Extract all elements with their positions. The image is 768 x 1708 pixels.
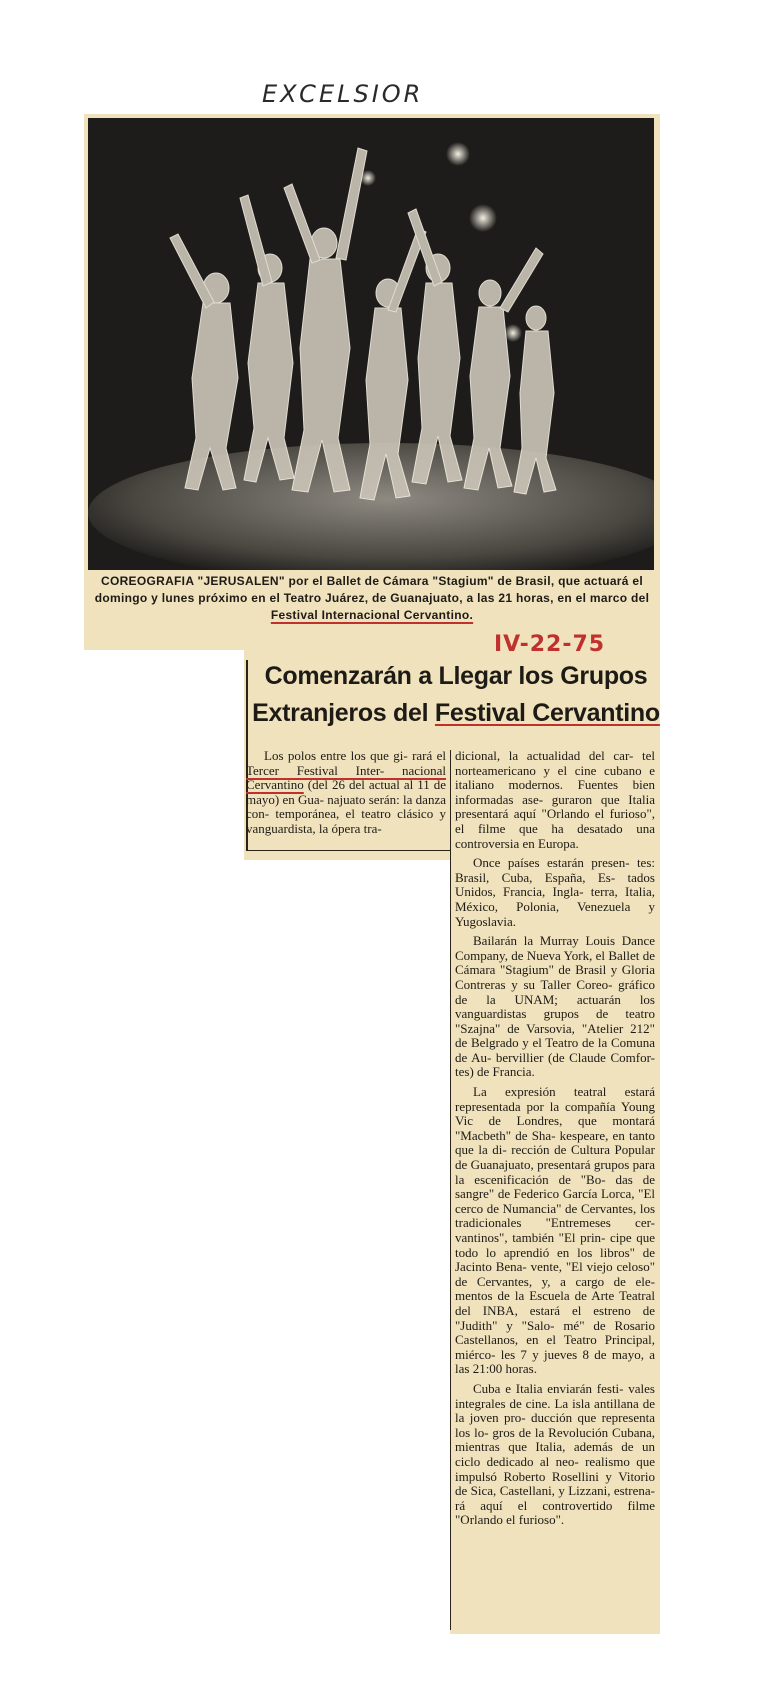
- headline-festival-name: Festival Cervantino: [434, 699, 660, 727]
- right-paragraph-4: La expresión teatral estará representada por la compañía Young Vic de Londres, que montará "Macbeth" de Sha- kespeare, en tanto que la di- rección de Cultura Popular de Guanajuato, presentará grupos para la escenificación de "Bo- das de sangre" de Federico García Lorca, "El cerco de Numancia" de Cervantes, los tradicionales "Entremeses cer- vantinos", también "El prin- cipe que todo lo aprendió en los libros" de Jacinto Bena- vente, "El viejo celoso" de Cervantes, y, a cargo de ele- mentos de la Escuela de Arte Teatral del INBA, estará el estreno de "Judith" y "Salo- mé" de Rosario Castellanos, en el Teatro Principal, miérco- les 7 y jueves 8 de mayo, a las 21:00 horas.: [455, 1084, 655, 1377]
- right-paragraph-2: Once países estarán presen- tes: Brasil, Cuba, España, Es- tados Unidos, Francia, Ingla- terra, Italia, México, Polonia, Venezuela y Yugoslavia.: [455, 855, 655, 929]
- photo-caption: [84, 573, 660, 624]
- headline-line-1: Comenzarán a Llegar los Grupos: [264, 662, 648, 690]
- caption-festival-name: Festival Internacional Cervantino.: [270, 608, 474, 622]
- festival-name-underlined: Tercer Festival Inter- nacional Cervantino: [246, 762, 446, 793]
- date-note: IV-22-75: [494, 632, 606, 657]
- right-paragraph-1: dicional, la actualidad del car- tel norteamericano y el cine cubano e italiano modernos. Fuentes bien informadas ase- guraron que Italia presentará aquí "Orlando el furioso", el filme que ha desatado una controversia en Europa.: [455, 748, 655, 851]
- right-paragraph-3: Bailarán la Murray Louis Dance Company, de Nueva York, el Ballet de Cámara "Stagium" de Brasil y Gloria Contreras y su Taller Coreo- gráfico de la UNAM; actuarán los vanguardistas grupos de teatro "Szajna" de Varsovia, "Atelier 212" de Belgrado y el Teatro de la Comuna de Au- bervillier (de Claude Comfor- tes) de Francia.: [455, 933, 655, 1080]
- left-paragraph-1-start: Los polos entre los que gi- rará el: [264, 748, 446, 763]
- headline-line-2: Extranjeros del: [252, 699, 435, 727]
- caption-text: COREOGRAFIA "JERUSALEN" por el Ballet de Cámara "Stagium" de Brasil, que actuará el domingo y lunes próximo en el Teatro Juárez, de Guanajuato, a las 21 horas, en el marco del: [94, 574, 650, 605]
- left-paragraph-1: [246, 749, 446, 837]
- left-column-bottom-rule: [246, 850, 450, 851]
- column-divider: [450, 750, 451, 1630]
- article-column-left: [246, 749, 446, 837]
- source-note: EXCELSIOR: [262, 80, 424, 108]
- left-paragraph-1-end: (del 26 del actual al 11 de mayo) en Gua- najuato serán: la danza con- temporánea, el teatro clásico y vanguardista, la ópera tra-: [246, 777, 446, 836]
- right-paragraph-5: Cuba e Italia enviarán festi- vales integrales de cine. La isla antillana de la joven pro- ducción que representa los lo- gros de la Revolución Cubana, mientras que Italia, además de un ciclo dedicado al neo- realismo que impulsó Roberto Rosellini y Vitorio de Sica, Castellani, y Lizzani, estrena- rá aquí el controvertido filme "Orlando el furioso".: [455, 1380, 655, 1528]
- dancers-illustration: [88, 118, 654, 570]
- dance-photograph: [88, 118, 654, 570]
- article-column-right: [455, 749, 655, 1528]
- article-headline: [252, 658, 660, 732]
